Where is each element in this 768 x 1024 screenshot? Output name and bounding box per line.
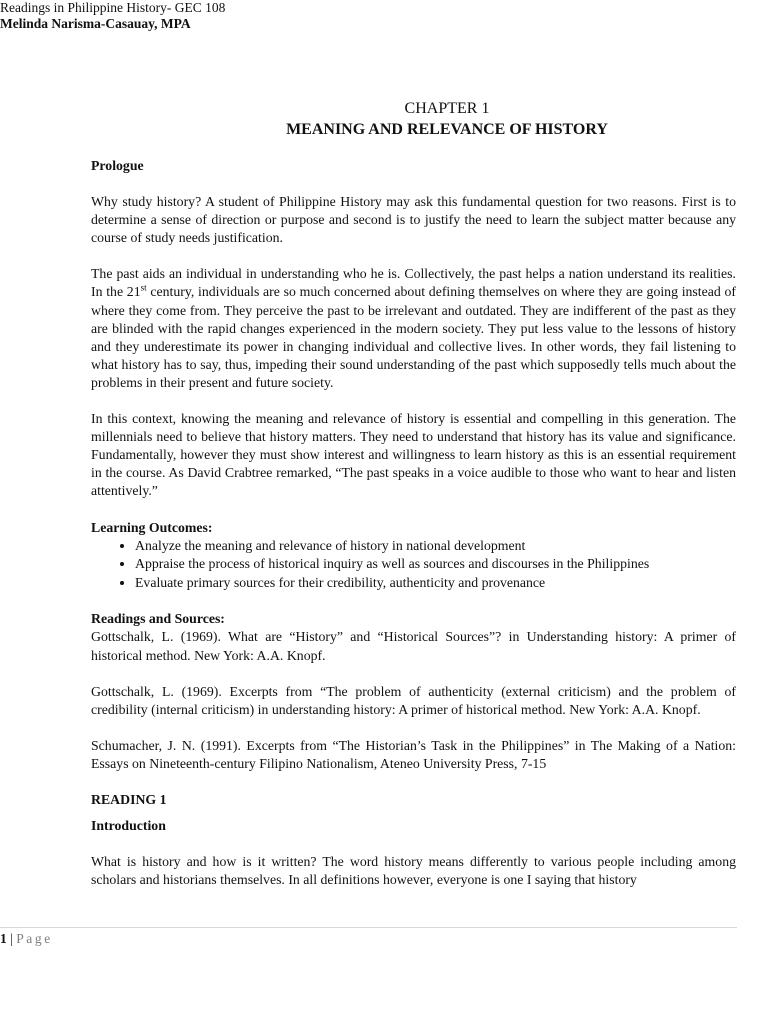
page-header bbox=[0, 0, 225, 32]
prologue-paragraph-3: In this context, knowing the meaning and relevance of history is essential and compelling in this generation. The millennials need to believe that history matters. They need to understand that history has its value and significance. Fundamentally, however they must show interest and willingness to learn history as this is an essential requirement in the course. As David Crabtree remarked, “The past speaks in a voice audible to those who want to hear and listen attentively.” bbox=[91, 411, 736, 499]
course-title: Readings in Philippine History- GEC 108 bbox=[0, 0, 226, 15]
learning-outcomes-heading: Learning Outcomes: bbox=[91, 519, 213, 535]
reference-2: Gottschalk, L. (1969). Excerpts from “The problem of authenticity (external criticism) and the problem of credibility (internal criticism) in understanding history: A primer of historical method. New York: A.A. Knopf. bbox=[91, 683, 736, 717]
reference-3: Schumacher, J. N. (1991). Excerpts from “The Historian’s Task in the Philippines” in The Making of a Nation: Essays on Nineteenth-century Filipino Nationalism, Ateneo University Press, 7-15 bbox=[91, 737, 736, 771]
reading-title: READING 1 bbox=[91, 792, 167, 808]
reference-1: Gottschalk, L. (1969). What are “History” and “Historical Sources”? in Understanding history: A primer of historical method. New York: A.A. Knopf. bbox=[91, 629, 736, 663]
prologue-paragraph-2 bbox=[91, 265, 736, 392]
list-item: • Evaluate primary sources for their credibility, authenticity and provenance bbox=[135, 574, 736, 593]
author-name: Melinda Narisma-Casauay, MPA bbox=[0, 16, 191, 31]
page-number: 1 bbox=[0, 931, 7, 946]
introduction-heading: Introduction bbox=[91, 818, 166, 834]
introduction-paragraph: What is history and how is it written? The word history means differently to various people including among scholars and historians themselves. In all definitions however, everyone is one I saying that history bbox=[91, 854, 736, 888]
chapter-number: CHAPTER 1 bbox=[404, 100, 490, 117]
footer-divider bbox=[0, 927, 737, 928]
page-separator: | bbox=[10, 931, 13, 946]
learning-outcomes-list bbox=[91, 537, 736, 593]
page-footer bbox=[0, 931, 53, 947]
document-body bbox=[91, 157, 736, 889]
prologue-paragraph-1: Why study history? A student of Philippine History may ask this fundamental question for two reasons. First is to determine a sense of direction or purpose and second is to justify the need to learn the subject matter because any course of study needs justification. bbox=[91, 194, 736, 246]
list-item: • Appraise the process of historical inquiry as well as sources and discourses in the Philippines bbox=[135, 555, 736, 574]
page-label: Page bbox=[16, 931, 53, 946]
paragraph-text: The past aids an individual in understanding who he is. Collectively, the past helps a nation understand its realities. In the 21 bbox=[91, 266, 736, 300]
paragraph-text: century, individuals are so much concerned about defining themselves on where they are going instead of where they come from. They perceive the past to be irrelevant and outdated. They are indifferent of the past as they are blinded with the rapid changes experienced in the modern society. They put less value to the lessons of history and they underestimate its power in changing individual and collective lives. In other words, they fail listening to what history has to say, thus, impeding their sound understanding of the past which supposedly tells much about the problems in their present and future society. bbox=[91, 284, 737, 390]
chapter-heading bbox=[0, 98, 768, 140]
list-item: • Analyze the meaning and relevance of history in national development bbox=[135, 537, 736, 556]
readings-heading: Readings and Sources: bbox=[91, 611, 225, 627]
superscript-st: st bbox=[140, 282, 147, 293]
prologue-heading: Prologue bbox=[91, 158, 144, 173]
chapter-title: MEANING AND RELEVANCE OF HISTORY bbox=[286, 121, 608, 138]
